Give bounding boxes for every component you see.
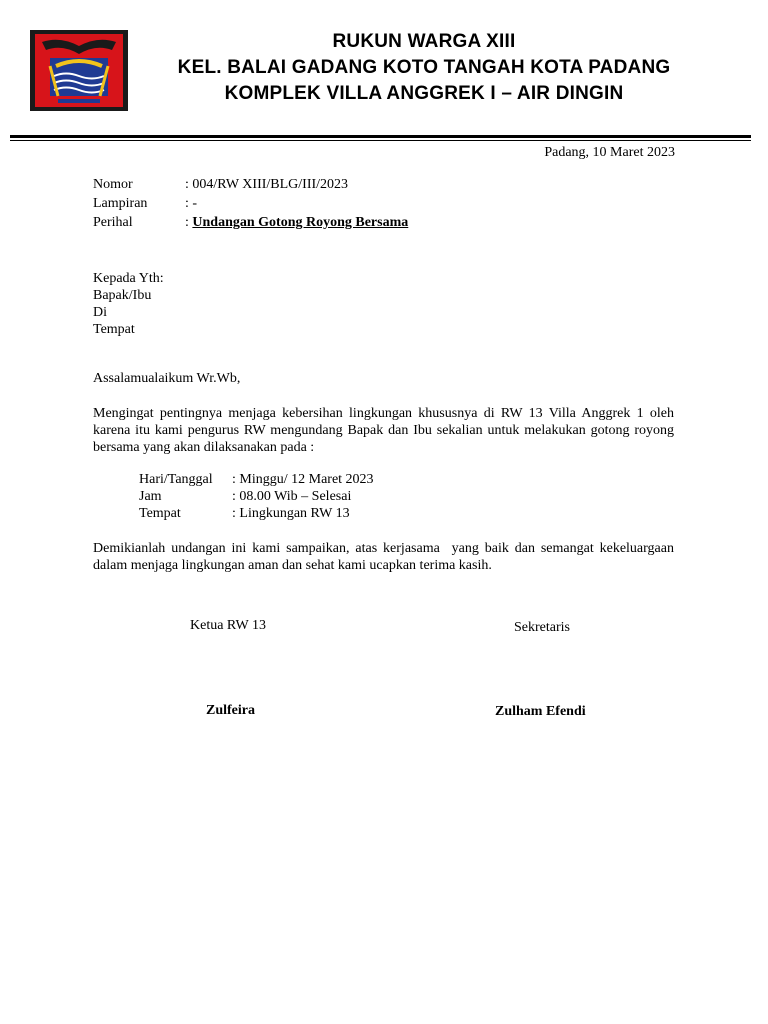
signature-left-title: Ketua RW 13 [190,618,266,633]
recipient-line: Kepada Yth: [93,271,164,286]
perihal-subject: Undangan Gotong Royong Bersama [192,215,409,230]
signature-left-name: Zulfeira [206,703,255,718]
recipient-line: Di [93,305,107,320]
header-rule-thin [10,140,751,141]
recipient-line: Bapak/Ibu [93,288,152,303]
schedule-label-date: Hari/Tanggal [139,472,213,487]
signature-right-name: Zulham Efendi [495,704,586,719]
meta-value-perihal [185,215,408,231]
meta-label-nomor: Nomor [93,177,133,192]
date-line: Padang, 10 Maret 2023 [544,145,675,160]
meta-label-perihal: Perihal [93,215,133,230]
body-paragraph: Mengingat pentingnya menjaga kebersihan lingkungan khususnya di RW 13 Villa Anggrek 1 oleh karena itu kami pengurus RW mengundang Bapak dan Ibu sekalian untuk melakukan gotong royong bersama yang akan dilaksanakan pada : [93,406,674,455]
schedule-label-time: Jam [139,489,162,504]
letterhead-line-1: RUKUN WARGA XIII [332,31,516,52]
signature-right-title: Sekretaris [514,620,570,635]
perihal-prefix: : [185,215,193,230]
greeting: Assalamualaikum Wr.Wb, [93,371,241,386]
letterhead-line-3: KOMPLEK VILLA ANGGREK I – AIR DINGIN [224,83,624,104]
meta-label-lampiran: Lampiran [93,196,148,211]
meta-value-nomor: : 004/RW XIII/BLG/III/2023 [185,177,349,192]
closing-paragraph: Demikianlah undangan ini kami sampaikan, atas kerjasama yang baik dan semangat kekeluargaan dalam menjaga lingkungan aman dan sehat kami ucapkan terima kasih. [93,541,678,573]
schedule-label-place: Tempat [139,506,181,521]
header-rule-thick [10,135,751,138]
recipient-line: Tempat [93,322,135,337]
letterhead-line-2: KEL. BALAI GADANG KOTO TANGAH KOTA PADANG [177,57,671,78]
schedule-value-place: : Lingkungan RW 13 [232,506,350,521]
schedule-value-time: : 08.00 Wib – Selesai [232,489,352,504]
schedule-value-date: : Minggu/ 12 Maret 2023 [232,472,374,487]
meta-value-lampiran: : - [185,196,198,211]
